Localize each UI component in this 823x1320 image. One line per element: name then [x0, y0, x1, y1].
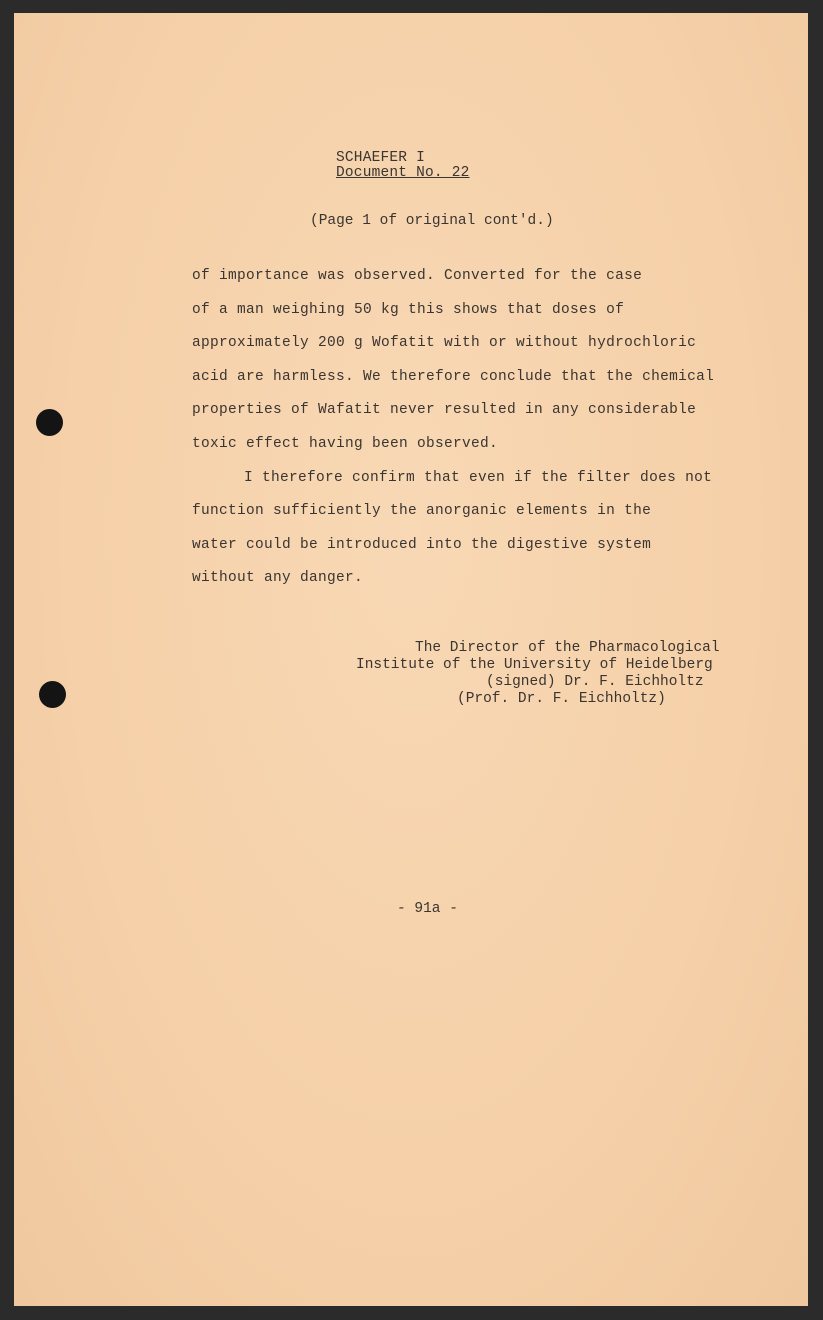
- signature-signed: (signed) Dr. F. Eichholtz: [486, 674, 704, 690]
- body-line: function sufficiently the anorganic elements in the: [192, 503, 652, 520]
- body-line: of importance was observed. Converted for the case: [192, 268, 643, 284]
- punch-hole-top: [36, 409, 63, 436]
- signature-institute: Institute of the University of Heidelberg: [356, 657, 713, 673]
- punch-hole-bottom: [39, 681, 66, 708]
- body-line: toxic effect having been observed.: [192, 435, 499, 452]
- header-case-name: SCHAEFER I: [336, 150, 426, 166]
- body-line: water could be introduced into the digestive system: [192, 536, 652, 553]
- header-document-number: Document No. 22: [336, 165, 470, 181]
- page-number: - 91a -: [397, 901, 458, 917]
- signature-name: (Prof. Dr. F. Eichholtz): [457, 691, 666, 707]
- body-line: of a man weighing 50 kg this shows that doses of: [192, 301, 625, 318]
- body-line: acid are harmless. We therefore conclude that the chemical: [192, 368, 715, 385]
- document-header: [336, 151, 470, 181]
- document-page: [14, 13, 808, 1306]
- document-body: [192, 260, 714, 596]
- body-line: approximately 200 g Wofatit with or without hydrochloric: [192, 335, 697, 352]
- body-line: I therefore confirm that even if the filter does not: [244, 469, 713, 486]
- signature-block: [356, 640, 720, 708]
- continuation-note: (Page 1 of original cont'd.): [310, 213, 554, 229]
- signature-title: The Director of the Pharmacological: [415, 640, 720, 656]
- body-line: without any danger.: [192, 570, 364, 587]
- body-line: properties of Wafatit never resulted in any considerable: [192, 402, 697, 419]
